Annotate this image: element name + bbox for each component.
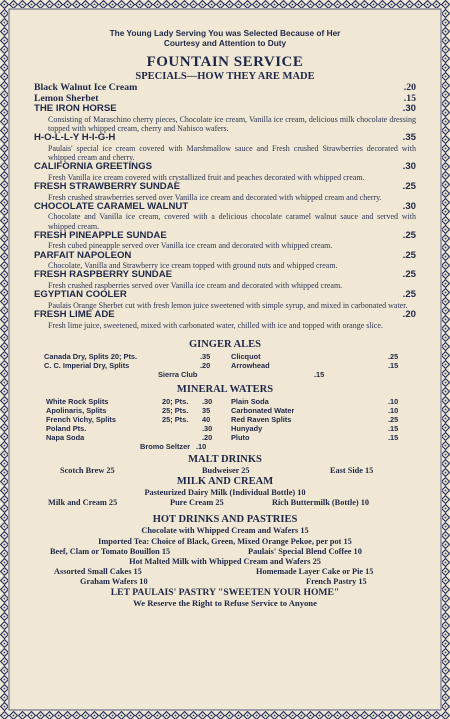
pastry-item: French Pastry 15 [306, 577, 367, 587]
mineral-water-price: 40 [202, 414, 211, 424]
malt-drinks-title: MALT DRINKS [188, 453, 262, 465]
mineral-water-item: White Rock Splits [46, 396, 109, 406]
milk-cream-item: Milk and Cream 25 [48, 498, 118, 508]
mineral-water-item: Bromo Seltzer [140, 441, 191, 451]
hot-drink-item: Chocolate with Whipped Cream and Wafers 15 [141, 526, 309, 536]
special-item-row [34, 231, 416, 242]
mineral-water-item: Pluto [231, 432, 250, 442]
hot-drinks-title: HOT DRINKS AND PASTRIES [152, 514, 298, 526]
footer-slogan: LET PAULAIS' PASTRY "SWEETEN YOUR HOME" [110, 587, 340, 599]
footer-notice: We Reserve the Right to Refuse Service to Anyone [133, 598, 317, 609]
special-item-price: .25 [402, 249, 416, 261]
special-item-row [34, 290, 416, 301]
special-item-price: .30 [402, 103, 416, 115]
ginger-ale-item: C. C. Imperial Dry, Splits [44, 360, 130, 370]
special-item-description: Paulais Orange Sherbet cut with fresh lemon juice sweetened with simple syrup, and mixed in carbonated water. [48, 300, 408, 310]
malt-drink-item: Scotch Brew 25 [60, 465, 115, 475]
special-item-name: CALIFORNIA GREETINGS [34, 161, 152, 173]
special-item-name: FRESH LIME ADE [34, 308, 115, 320]
special-item-price: .20 [402, 308, 416, 320]
hot-drink-item: Hot Malted Milk with Whipped Cream and Wafers 25 [129, 556, 321, 566]
special-item-name: PARFAIT NAPOLEON [34, 249, 132, 261]
special-item-description: Chocolate, Vanilla and Strawberry ice cream topped with ground nuts and whipped cream. [48, 261, 338, 271]
mineral-water-price: 35 [202, 405, 211, 415]
ginger-ales-title: GINGER ALES [188, 338, 262, 350]
ginger-ale-price: .25 [388, 351, 399, 361]
hot-drinks-line-4 [34, 557, 416, 567]
special-item-row [34, 162, 416, 173]
special-item-row [34, 104, 416, 115]
hot-drinks-line-3 [34, 547, 416, 557]
hot-drinks-line-5 [34, 567, 416, 577]
hot-drinks-line-2 [34, 537, 416, 547]
special-item-description: Paulais' special ice cream covered with Marshmallow sauce and Fresh crushed Strawberries decorated with whipped cream and cherry. [48, 143, 416, 162]
ginger-ale-price: .20 [200, 360, 211, 370]
special-item-price: .20 [403, 82, 416, 93]
mineral-water-price: .10 [388, 396, 399, 406]
ginger-ales-grid [34, 351, 416, 381]
special-item-name: Lemon Sherbet [34, 92, 99, 104]
special-item-description: Fresh Vanilla ice cream covered with crystallized fruit and peaches decorated with whipped cream. [48, 172, 365, 182]
milk-cream-item: Pasteurized Dairy Milk (Individual Bottle) 10 [144, 487, 306, 497]
staff-notice [34, 28, 416, 48]
special-item-price: .30 [402, 200, 416, 212]
special-item-description: Consisting of Maraschino cherry pieces, Chocolate ice cream, Vanilla ice cream, delicious milk chocolate dressing topped with whipped cream, cherry and Nabisco wafers. [48, 114, 416, 133]
malt-drinks-row [34, 466, 416, 476]
special-item-price: .15 [403, 92, 416, 104]
specials-title: SPECIALS—HOW THEY ARE MADE [135, 71, 315, 82]
special-item-name: Black Walnut Ice Cream [34, 82, 138, 93]
special-item-row [34, 270, 416, 281]
mineral-water-price: .10 [196, 441, 207, 451]
ginger-ale-item: Clicquot [231, 351, 261, 361]
malt-drink-item: East Side 15 [330, 465, 374, 475]
mineral-water-price: .30 [202, 396, 213, 406]
special-item-price: .30 [402, 161, 416, 173]
special-item-row [34, 133, 416, 144]
special-item-row [34, 251, 416, 262]
mineral-water-size: 25; Pts. [162, 414, 189, 424]
ginger-ale-item: Canada Dry, Splits 20; Pts. [44, 351, 138, 361]
mineral-water-size: 25; Pts. [162, 405, 189, 415]
ginger-ale-item: Arrowhead [231, 360, 270, 370]
hot-drinks-line-6 [34, 577, 416, 587]
notice-line-1: The Young Lady Serving You was Selected Because of Her [109, 28, 341, 38]
special-item-price: .35 [402, 132, 416, 144]
mineral-water-price: .10 [388, 405, 399, 415]
special-item-name: CHOCOLATE CARAMEL WALNUT [34, 200, 189, 212]
special-item-name: EGYPTIAN COOLER [34, 289, 127, 301]
milk-cream-title: MILK AND CREAM [176, 475, 274, 487]
mineral-water-price: .15 [388, 423, 399, 433]
special-item-price: .25 [402, 229, 416, 241]
specials-list [34, 83, 416, 330]
special-item-name: FRESH RASPBERRY SUNDAE [34, 269, 173, 281]
special-item-name: FRESH STRAWBERRY SUNDAE [34, 180, 181, 192]
mineral-waters-title: MINERAL WATERS [176, 383, 274, 395]
ginger-ale-item: Sierra Club [158, 369, 198, 379]
special-item-row [34, 182, 416, 193]
hot-drink-item: Paulais' Special Blend Coffee 10 [248, 546, 362, 556]
mineral-water-item: Hunyady [231, 423, 263, 433]
pastry-item: Graham Wafers 10 [80, 577, 148, 587]
pastry-item: Assorted Small Cakes 15 [54, 567, 142, 577]
milk-cream-item: Pure Cream 25 [170, 498, 224, 508]
special-item-description: Chocolate and Vanilla ice cream, covered with a delicious chocolate caramel walnut sauce and served with whipped cream. [48, 212, 416, 231]
special-item-row [34, 202, 416, 213]
special-item-price: .25 [402, 269, 416, 281]
mineral-water-item: Red Raven Splits [231, 414, 292, 424]
milk-cream-item: Rich Buttermilk (Bottle) 10 [272, 498, 370, 508]
ginger-ale-price: .35 [200, 351, 211, 361]
milk-cream-line-1 [34, 488, 416, 498]
mineral-water-size: 20; Pts. [162, 396, 189, 406]
mineral-water-item: Napa Soda [46, 432, 85, 442]
page-title: FOUNTAIN SERVICE [146, 54, 304, 70]
special-item-name: THE IRON HORSE [34, 103, 117, 115]
special-item-row [34, 83, 416, 94]
mineral-water-item: Plain Soda [231, 396, 269, 406]
mineral-water-price: .15 [388, 432, 399, 442]
ginger-ale-price: .15 [314, 369, 325, 379]
mineral-waters-grid [34, 396, 416, 452]
hot-drink-item: Imported Tea: Choice of Black, Green, Mixed Orange Pekoe, per pot 15 [98, 536, 352, 546]
special-item-description: Fresh cubed pineapple served over Vanilla ice cream and decorated with whipped cream. [48, 241, 333, 251]
notice-line-2: Courtesy and Attention to Duty [163, 38, 287, 48]
mineral-water-item: Apolinaris, Splits [46, 405, 107, 415]
special-item-price: .25 [402, 180, 416, 192]
pastry-item: Homemade Layer Cake or Pie 15 [256, 567, 374, 577]
hot-drink-item: Beef, Clam or Tomato Bouillon 15 [50, 546, 171, 556]
milk-cream-row [34, 498, 416, 508]
special-item-description: Fresh crushed strawberries served over Vanilla ice cream and decorated with whipped cream and cherry. [48, 192, 382, 202]
menu-content [34, 28, 416, 608]
mineral-water-item: Poland Pts. [46, 423, 87, 433]
hot-drinks-line-1 [34, 526, 416, 536]
mineral-water-price: .25 [388, 414, 399, 424]
ginger-ale-price: .15 [388, 360, 399, 370]
mineral-water-item: French Vichy, Splits [46, 414, 116, 424]
special-item-name: H-O-L-L-Y H-I-G-H [34, 132, 116, 144]
special-item-row [34, 310, 416, 321]
special-item-price: .25 [402, 289, 416, 301]
mineral-water-price: .20 [202, 432, 213, 442]
special-item-description: Fresh lime juice, sweetened, mixed with carbonated water, chilled with ice and topped with orange slice. [48, 320, 383, 330]
mineral-water-item: Carbonated Water [231, 405, 295, 415]
mineral-water-price: .30 [202, 423, 213, 433]
special-item-description: Fresh crushed raspberries served over Vanilla ice cream and decorated with whipped cream. [48, 280, 343, 290]
malt-drink-item: Budweiser 25 [202, 465, 250, 475]
special-item-name: FRESH PINEAPPLE SUNDAE [34, 229, 167, 241]
